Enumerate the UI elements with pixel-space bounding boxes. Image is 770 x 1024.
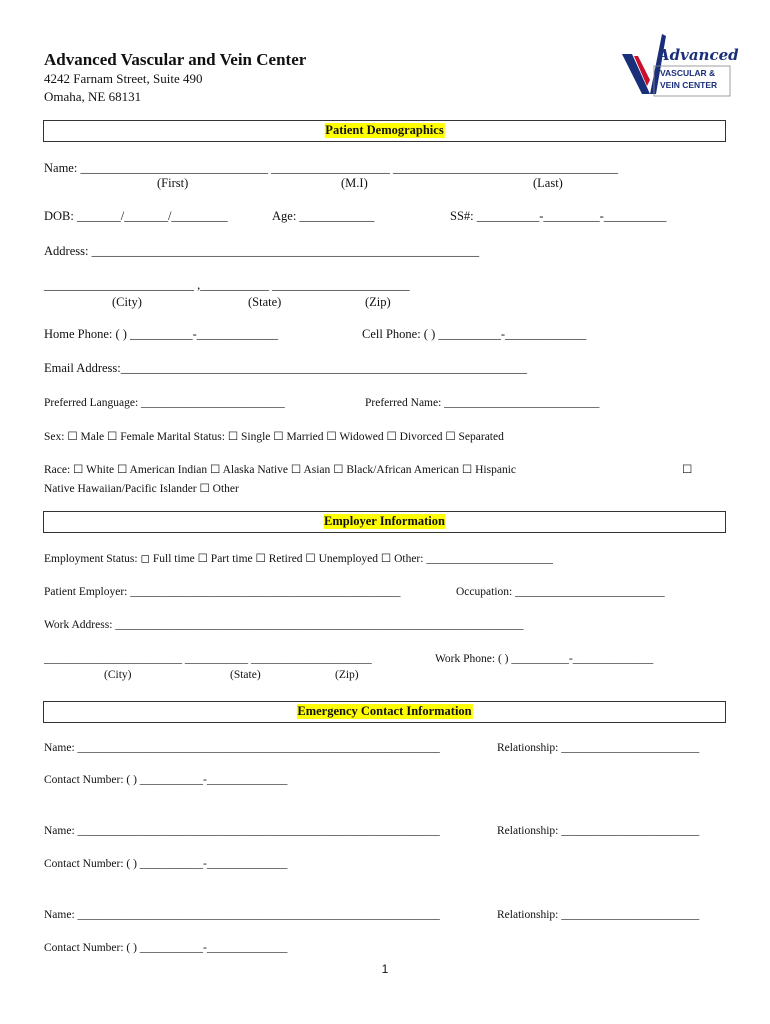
logo-line2: VEIN CENTER [660,80,718,90]
sex-marital-checkboxes[interactable]: Sex: ☐ Male ☐ Female Marital Status: ☐ Single ☐ Married ☐ Widowed ☐ Divorced ☐ Separated [44,431,504,443]
page-number: 1 [381,962,389,976]
label-city: (City) [112,295,142,309]
label-mi: (M.I) [341,176,368,190]
emergency-contact-number-field[interactable]: Contact Number: ( ) ___________-______________ [44,774,288,786]
label-first: (First) [157,176,189,190]
emergency-relationship-field[interactable]: Relationship: ________________________ [497,825,700,837]
clinic-logo [620,32,739,100]
emergency-name-field[interactable]: Name: _______________________________________________________________ [44,825,440,837]
patient-name-field[interactable]: Name: ______________________________ ___________________ ____________________________________ [44,161,618,175]
age-field[interactable]: Age: ____________ [272,209,375,223]
emergency-relationship-field[interactable]: Relationship: ________________________ [497,742,700,754]
label-work-zip: (Zip) [335,669,359,681]
emergency-contact-number-field[interactable]: Contact Number: ( ) ___________-______________ [44,858,288,870]
city-state-zip-field[interactable]: ________________________ ,___________ ______________________ [44,278,410,292]
occupation-field[interactable]: Occupation: __________________________ [456,586,665,598]
label-work-city: (City) [104,669,132,681]
section-emergency-contact [43,701,726,723]
cell-phone-field[interactable]: Cell Phone: ( ) __________-_____________ [362,327,587,341]
work-address-field[interactable]: Work Address: _______________________________________________________________________ [44,619,524,631]
section-heading: Employer Information [324,514,445,528]
label-state: (State) [248,295,282,309]
preferred-name-field[interactable]: Preferred Name: ___________________________ [365,397,600,409]
clinic-address-line2: Omaha, NE 68131 [44,89,142,104]
dob-field[interactable]: DOB: _______/_______/_________ [44,209,228,223]
home-phone-field[interactable]: Home Phone: ( ) __________-_____________ [44,327,279,341]
label-last: (Last) [533,176,563,190]
employment-status-checkboxes[interactable]: Employment Status: ◻ Full time ☐ Part time ☐ Retired ☐ Unemployed ☐ Other: ______________________ [44,553,553,565]
label-work-state: (State) [230,669,261,681]
section-employer-information [43,511,726,533]
work-phone-field[interactable]: Work Phone: ( ) __________-______________ [435,653,654,665]
address-field[interactable]: Address: ______________________________________________________________ [44,244,480,258]
race-checkboxes-row1[interactable]: Race: ☐ White ☐ American Indian ☐ Alaska Native ☐ Asian ☐ Black/African American ☐ Hispanic [44,464,516,476]
section-patient-demographics [43,120,726,142]
race-checkboxes-row2[interactable]: Native Hawaiian/Pacific Islander ☐ Other [44,483,239,495]
emergency-relationship-field[interactable]: Relationship: ________________________ [497,909,700,921]
section-heading: Emergency Contact Information [297,704,472,718]
preferred-language-field[interactable]: Preferred Language: _________________________ [44,397,285,409]
emergency-name-field[interactable]: Name: _______________________________________________________________ [44,909,440,921]
email-field[interactable]: Email Address:_________________________________________________________________ [44,361,527,375]
logo-script: Advanced [658,46,739,64]
emergency-contact-number-field[interactable]: Contact Number: ( ) ___________-______________ [44,942,288,954]
section-heading: Patient Demographics [325,123,444,137]
patient-employer-field[interactable]: Patient Employer: _______________________________________________ [44,586,401,598]
label-zip: (Zip) [365,295,391,309]
clinic-address-line1: 4242 Farnam Street, Suite 490 [44,71,203,86]
emergency-name-field[interactable]: Name: _______________________________________________________________ [44,742,440,754]
work-city-state-zip-field[interactable]: ________________________ ___________ _____________________ [44,653,372,665]
ssn-field[interactable]: SS#: __________-_________-__________ [450,209,667,223]
logo-line1: VASCULAR & [660,68,716,78]
clinic-name: Advanced Vascular and Vein Center [44,50,307,69]
race-extra-checkbox[interactable]: ☐ [682,464,693,476]
